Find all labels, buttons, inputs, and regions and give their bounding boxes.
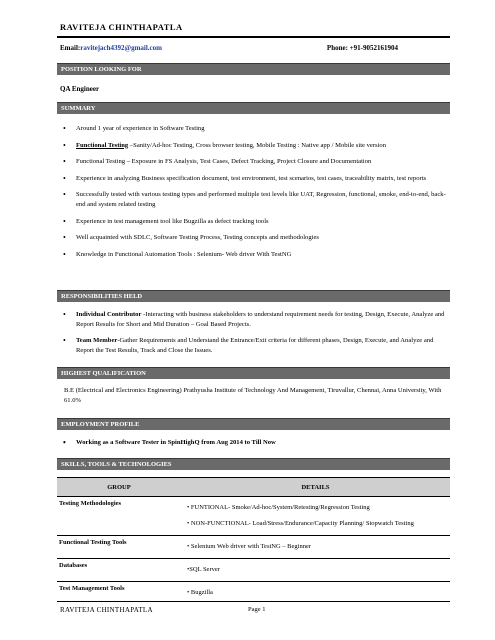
page-number: Page 1	[248, 606, 266, 613]
responsibility-text: -Interacting with business stakeholders to understand requirement needs for testing, Design, Execute, Analyze and Report Results for Short and Mid Duration – Goal Based Projects.	[76, 311, 445, 328]
skill-detail-line: • Selenium Web driver with TestNG – Beginner	[187, 543, 311, 550]
skill-detail-line: • NON-FUNCTIONAL- Load/Stress/Endurance/Capacity Planning/ Stopwatch Testing	[187, 520, 414, 527]
skills-table	[57, 477, 450, 604]
list-item	[60, 336, 446, 355]
skill-detail-line: • FUNTIONAL- Smoke/Ad-hoc/System/Retesting/Regression Testing	[187, 504, 370, 511]
header-divider	[57, 36, 450, 38]
contact-line	[60, 44, 446, 52]
responsibility-text: -Gather Requirements and Understand the Entrance/Exit criteria for different phases, Design, Execute, and Analyze and Report the Test Results, Track and Close the Issues.	[76, 337, 434, 354]
skill-detail-line: •SQL Server	[187, 566, 220, 573]
section-heading-qualification: HIGHEST QUALIFICATION	[57, 367, 450, 379]
list-item: • Successfully tested with various testing types and performed multiple test levels like UAT, Regression, functional, smoke, end-to-end, back-end and system related testing	[60, 190, 446, 209]
skill-details	[181, 497, 450, 536]
responsibilities-list	[60, 310, 446, 355]
table-row	[57, 497, 450, 536]
list-item: • Well acquainted with SDLC, Software Testing Process, Testing concepts and methodologies	[60, 233, 446, 243]
list-item: • Experience in analyzing Business specification document, test environment, test scenarios, test cases, traceability matrix, test reports	[60, 174, 446, 184]
table-row	[57, 536, 450, 559]
skill-details	[181, 536, 450, 559]
list-item: • Around 1 year of experience in Software Testing	[60, 124, 446, 134]
list-item: • Experience in test management tool like Bugzilla as defect tracking tools	[60, 217, 446, 227]
section-heading-skills: SKILLS, TOOLS & TECHNOLOGIES	[57, 458, 450, 470]
section-heading-position: POSITION LOOKING FOR	[57, 63, 450, 75]
list-item: • Working as a Software Tester in SpinHighQ from Aug 2014 to Till Now	[60, 438, 446, 448]
skill-details	[181, 559, 450, 582]
skill-group: Test Management Tools	[59, 585, 125, 592]
qualification-text: B.E (Electrical and Electronics Engineering) Prathyusha Institute of Technology And Management, Tiruvallur, Chennai, Anna University, With 61.0%	[64, 387, 442, 404]
candidate-name: RAVITEJA CHINTHAPATLA	[60, 22, 183, 32]
skill-group: Testing Methodologies	[57, 497, 181, 536]
column-header-details: DETAILS	[181, 478, 450, 497]
target-role: QA Engineer	[60, 85, 100, 93]
list-item: • Functional Testing – Exposure in FS Analysis, Test Cases, Defect Tracking, Project Closure and Documentation	[60, 157, 446, 167]
list-item	[60, 310, 446, 329]
section-heading-responsibilities: RESPONSIBILITIES HELD	[57, 290, 450, 302]
section-heading-summary: SUMMARY	[57, 102, 450, 114]
summary-list	[60, 124, 446, 259]
footer-name: RAVITEJA CHINTHAPATLA	[60, 606, 153, 614]
skill-group: Functional Testing Tools	[57, 536, 181, 559]
column-header-group: GROUP	[57, 478, 181, 497]
employment-list	[60, 438, 446, 448]
skill-detail-line: • Bugzilla	[187, 589, 213, 596]
email-link[interactable]: ravitejach4392@gmail.com	[80, 44, 162, 52]
responsibility-lead: Team Member	[76, 337, 118, 345]
functional-testing-detail: –Sanity/Ad-hoc Testing, Cross browser testing, Mobile Testing : Native app / Mobile site version	[128, 141, 387, 149]
phone-number: Phone: +91-9052161904	[326, 44, 398, 52]
footer-divider	[57, 601, 450, 602]
functional-testing-label: Functional Testing	[76, 141, 129, 149]
table-header-row	[57, 478, 450, 497]
skill-group: Databases	[57, 559, 181, 582]
list-item	[60, 141, 446, 151]
section-heading-employment: EMPLOYMENT PROFILE	[57, 418, 450, 430]
email-label: Email:	[60, 44, 81, 52]
list-item: • Knowledge in Functional Automation Tools : Selenium- Web driver With TestNG	[60, 250, 446, 260]
table-row	[57, 559, 450, 582]
responsibility-lead: Individual Contributor	[76, 311, 142, 318]
